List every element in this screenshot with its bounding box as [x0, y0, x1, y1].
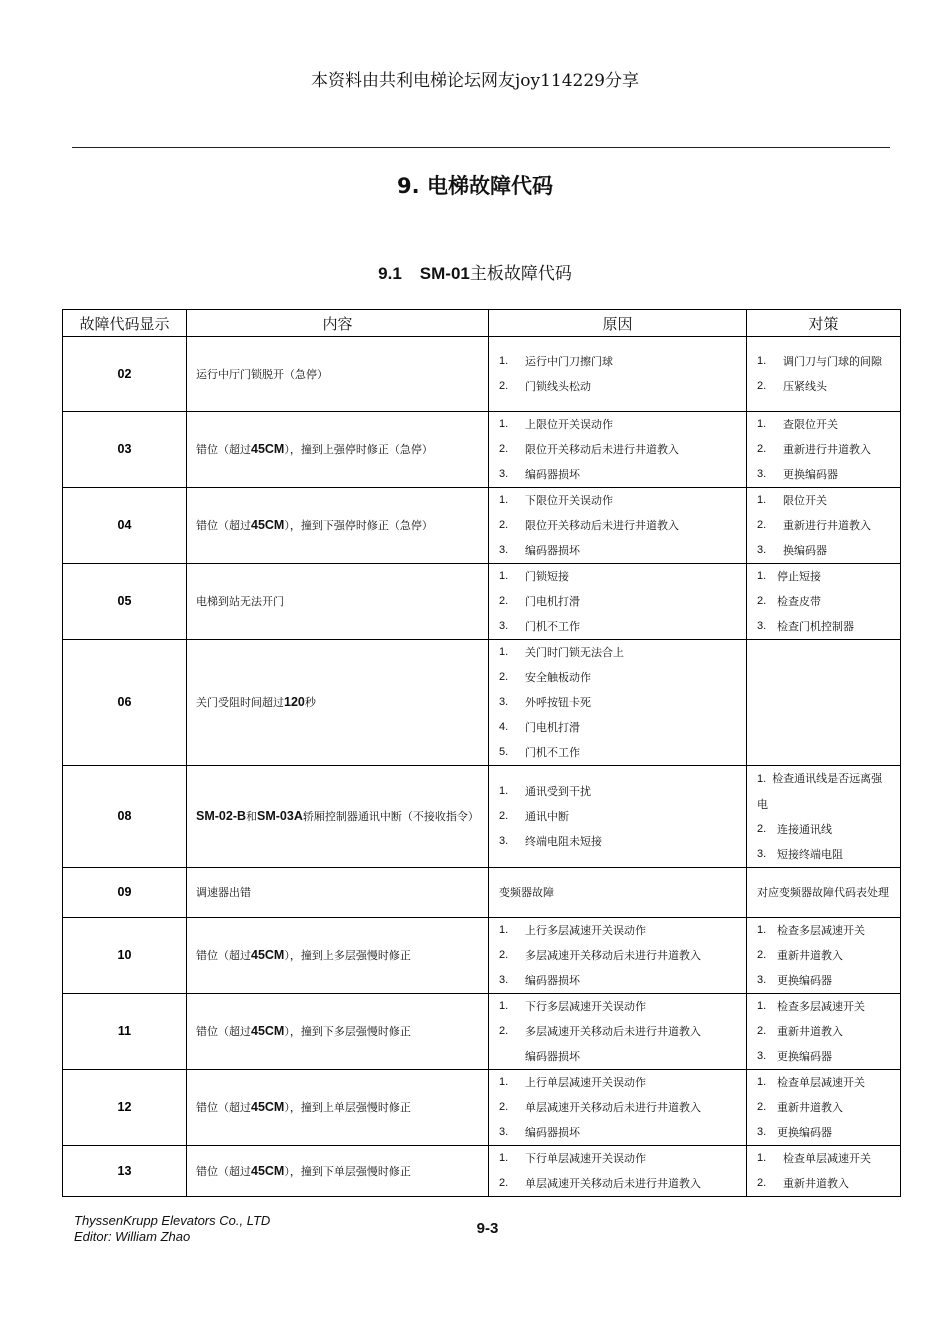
remedy-item: 3. 更换编码器 [757, 1050, 832, 1063]
header-divider [72, 147, 890, 148]
fault-causes [489, 412, 747, 488]
table-row [63, 766, 901, 868]
fault-causes [489, 337, 747, 412]
cause-item: 3. 编码器损坏 [499, 468, 580, 481]
cause-item: 2. 单层减速开关移动后未进行井道教入 [499, 1177, 701, 1190]
fault-code: 10 [63, 918, 187, 994]
cause-item: 2. 多层减速开关移动后未进行井道教入 [499, 949, 701, 962]
section-number: 9.1 [378, 264, 402, 283]
remedy-item: 3. 检查门机控制器 [757, 620, 854, 633]
fault-content: SM-02-B和SM-03A轿厢控制器通讯中断（不接收指令） [187, 766, 489, 868]
fault-code-table [62, 309, 901, 1197]
table-row [63, 918, 901, 994]
remedy-item: 1. 限位开关 [757, 494, 827, 507]
table-row [63, 994, 901, 1070]
table-row [63, 868, 901, 918]
fault-content-text: 调速器出错 [196, 886, 251, 899]
section-title-text: 主板故障代码 [469, 264, 572, 283]
page-number: 9-3 [476, 1220, 499, 1237]
fault-content: 错位（超过45CM），撞到下强停时修正（急停） [187, 488, 489, 564]
fault-causes [489, 1070, 747, 1146]
cause-item: 1. 上行单层减速开关误动作 [499, 1076, 646, 1089]
remedy-item: 2. 检查皮带 [757, 595, 821, 608]
table-row [63, 564, 901, 640]
cause-item: 编码器损坏 [525, 1050, 580, 1063]
fault-causes [489, 564, 747, 640]
section-code: SM-01 [419, 264, 470, 283]
remedy-text: 对应变频器故障代码表处理 [757, 886, 889, 899]
cause-item: 1. 下限位开关误动作 [499, 494, 613, 507]
fault-remedies [747, 1146, 901, 1197]
table-row [63, 488, 901, 564]
fault-content: 关门受阻时间超过120秒 [187, 640, 489, 766]
remedy-item: 2. 重新井道教入 [757, 1177, 849, 1190]
fault-remedies [747, 994, 901, 1070]
remedy-item: 3. 更换编码器 [757, 468, 838, 481]
col-header-code: 故障代码显示 [63, 310, 187, 337]
cause-item: 1. 上限位开关误动作 [499, 418, 613, 431]
fault-causes [489, 766, 747, 868]
cause-item: 2. 门电机打滑 [499, 595, 580, 608]
cause-item: 2. 限位开关移动后未进行井道教入 [499, 443, 679, 456]
fault-content [187, 564, 489, 640]
fault-code: 04 [63, 488, 187, 564]
header-note: 本资料由共利电梯论坛网友joy114229分享 [310, 71, 639, 91]
remedy-item: 1. 检查单层减速开关 [757, 1076, 865, 1089]
fault-remedies [747, 488, 901, 564]
remedy-item: 3. 更换编码器 [757, 1126, 832, 1139]
remedy-item: 1. 检查多层减速开关 [757, 924, 865, 937]
remedy-item: 3. 短接终端电阻 [757, 848, 843, 861]
fault-content: 错位（超过45CM），撞到下多层强慢时修正 [187, 994, 489, 1070]
table-row [63, 1070, 901, 1146]
fault-content: 错位（超过45CM），撞到上单层强慢时修正 [187, 1070, 489, 1146]
cause-item: 3. 编码器损坏 [499, 974, 580, 987]
cause-item: 1. 关门时门锁无法合上 [499, 646, 624, 659]
cause-item: 1. 运行中门刀擦门球 [499, 355, 613, 368]
col-header-content: 内容 [187, 310, 489, 337]
remedy-item: 3. 换编码器 [757, 544, 827, 557]
fault-remedies [747, 640, 901, 766]
fault-remedies [747, 868, 901, 918]
cause-item: 2. 单层减速开关移动后未进行井道教入 [499, 1101, 701, 1114]
remedy-item: 2. 重新井道教入 [757, 1025, 843, 1038]
remedy-item: 2. 压紧线头 [757, 380, 827, 393]
fault-code: 13 [63, 1146, 187, 1197]
cause-item: 3. 终端电阻未短接 [499, 835, 602, 848]
remedy-item: 1. 停止短接 [757, 570, 821, 583]
fault-code: 11 [63, 994, 187, 1070]
cause-item: 1. 上行多层减速开关误动作 [499, 924, 646, 937]
cause-item: 3. 门机不工作 [499, 620, 580, 633]
fault-causes [489, 918, 747, 994]
fault-causes [489, 640, 747, 766]
fault-remedies [747, 766, 901, 868]
fault-content [187, 868, 489, 918]
table-row [63, 412, 901, 488]
section-title [0, 259, 950, 284]
remedy-item: 1. 检查通讯线是否远离强电 [757, 772, 883, 811]
fault-causes [489, 994, 747, 1070]
fault-content: 错位（超过45CM），撞到上强停时修正（急停） [187, 412, 489, 488]
fault-remedies [747, 1070, 901, 1146]
cause-item: 2. 多层减速开关移动后未进行井道教入 [499, 1025, 701, 1038]
fault-content-text: 电梯到站无法开门 [196, 595, 284, 608]
table-row [63, 640, 901, 766]
fault-code: 03 [63, 412, 187, 488]
remedy-item: 1. 检查单层减速开关 [757, 1152, 871, 1165]
fault-remedies [747, 412, 901, 488]
fault-code: 12 [63, 1070, 187, 1146]
fault-code: 06 [63, 640, 187, 766]
footer-company: ThyssenKrupp Elevators Co., LTD [74, 1213, 271, 1228]
table-header-row [63, 310, 901, 337]
remedy-item: 1. 调门刀与门球的间隙 [757, 355, 882, 368]
cause-item: 2. 安全触板动作 [499, 671, 591, 684]
remedy-item: 2. 连接通讯线 [757, 823, 832, 836]
remedy-item: 2. 重新井道教入 [757, 949, 843, 962]
remedy-item: 2. 重新井道教入 [757, 1101, 843, 1114]
cause-item: 2. 门锁线头松动 [499, 380, 591, 393]
remedy-item: 2. 重新进行井道教入 [757, 443, 871, 456]
chapter-title: 9. 电梯故障代码 [397, 174, 553, 198]
fault-code: 02 [63, 337, 187, 412]
remedy-item: 1. 查限位开关 [757, 418, 838, 431]
fault-code: 05 [63, 564, 187, 640]
fault-remedies [747, 337, 901, 412]
cause-item: 3. 外呼按钮卡死 [499, 696, 591, 709]
remedy-item: 2. 重新进行井道教入 [757, 519, 871, 532]
col-header-cause: 原因 [489, 310, 747, 337]
remedy-item: 3. 更换编码器 [757, 974, 832, 987]
cause-item: 2. 限位开关移动后未进行井道教入 [499, 519, 679, 532]
fault-remedies [747, 564, 901, 640]
fault-code: 09 [63, 868, 187, 918]
fault-causes [489, 868, 747, 918]
cause-item: 2. 通讯中断 [499, 810, 569, 823]
fault-remedies [747, 918, 901, 994]
fault-code: 08 [63, 766, 187, 868]
footer-editor: Editor: William Zhao [74, 1229, 191, 1244]
cause-item: 3. 编码器损坏 [499, 544, 580, 557]
cause-item: 1. 通讯受到干扰 [499, 785, 591, 798]
cause-item: 3. 编码器损坏 [499, 1126, 580, 1139]
cause-item: 1. 下行单层减速开关误动作 [499, 1152, 646, 1165]
fault-content: 错位（超过45CM），撞到下单层强慢时修正 [187, 1146, 489, 1197]
table-row [63, 1146, 901, 1197]
cause-item: 4. 门电机打滑 [499, 721, 580, 734]
cause-text: 变频器故障 [499, 886, 554, 899]
table-row [63, 337, 901, 412]
cause-item: 1. 门锁短接 [499, 570, 569, 583]
col-header-remedy: 对策 [747, 310, 901, 337]
cause-item: 5. 门机不工作 [499, 746, 580, 759]
fault-content: 错位（超过45CM），撞到上多层强慢时修正 [187, 918, 489, 994]
fault-causes [489, 1146, 747, 1197]
remedy-item: 1. 检查多层减速开关 [757, 1000, 865, 1013]
fault-causes [489, 488, 747, 564]
fault-content [187, 337, 489, 412]
fault-content-text: 运行中厅门锁脱开（急停） [196, 367, 328, 381]
cause-item: 1. 下行多层减速开关误动作 [499, 1000, 646, 1013]
